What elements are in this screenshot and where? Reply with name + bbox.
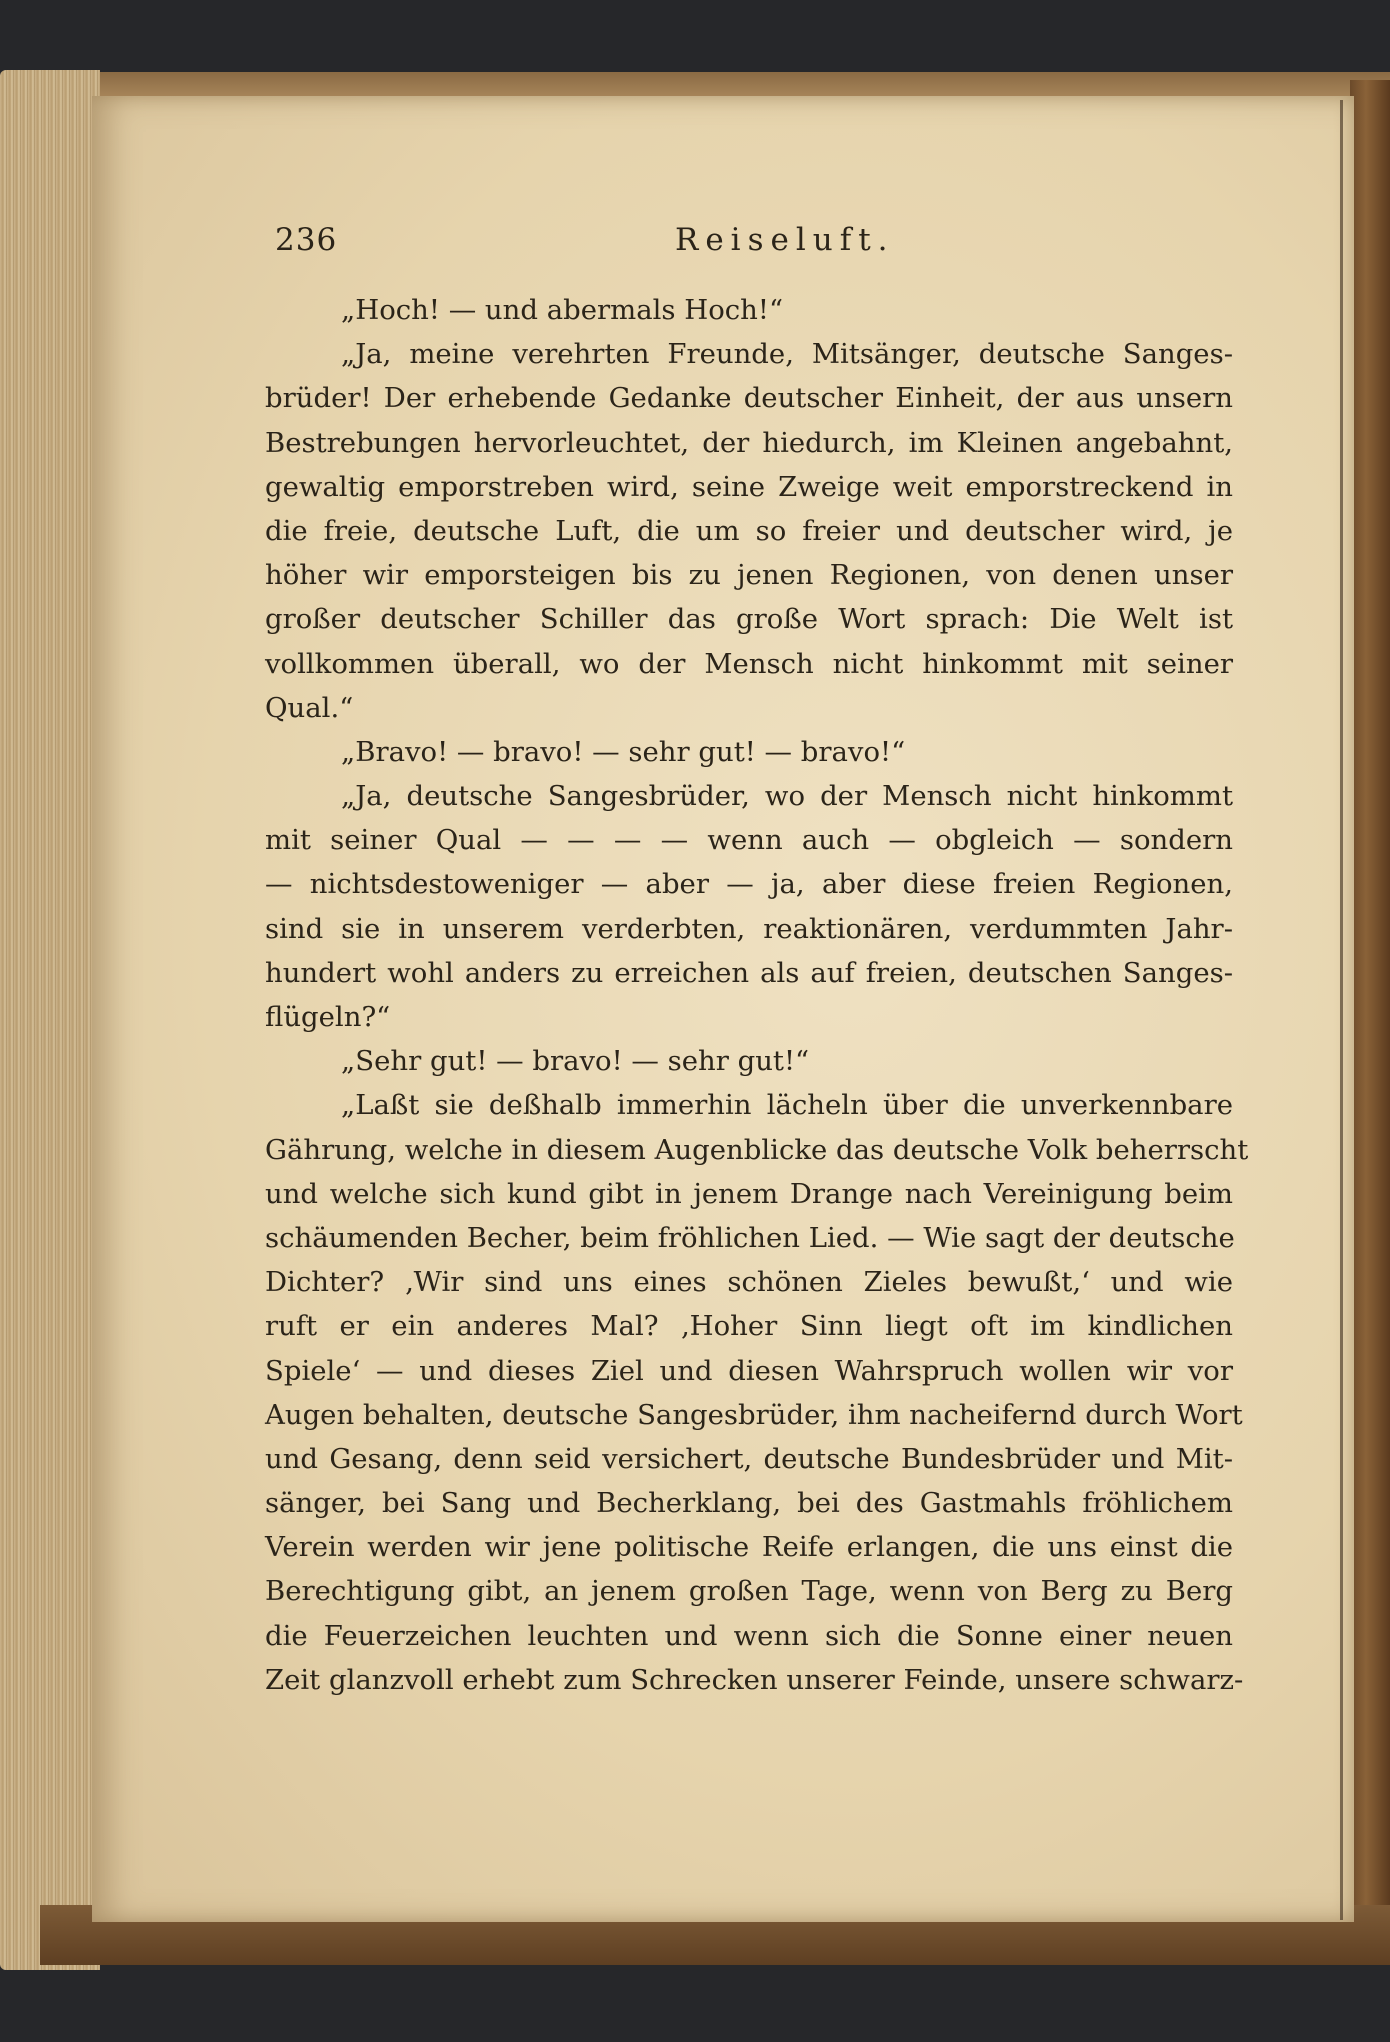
text-line: Bestrebungen hervorleuchtet, der hiedurch, im Kleinen angebahnt,	[265, 426, 1233, 459]
text-line: höher wir emporsteigen bis zu jenen Regionen, von denen unser	[265, 559, 1233, 592]
text-line: „Laßt sie deßhalb immerhin lächeln über die unverkennbare	[341, 1089, 1233, 1122]
text-line: schäumenden Becher, beim fröhlichen Lied. — Wie sagt der deutsche	[265, 1221, 1235, 1254]
page-stack-edge	[0, 70, 100, 1970]
text-line: Zeit glanzvoll erhebt zum Schrecken unserer Feinde, unsere schwarz-	[265, 1663, 1244, 1696]
text-line: flügeln?“	[265, 1001, 391, 1033]
text-line: sind sie in unserem verderbten, reaktionären, verdummten Jahr-	[265, 912, 1233, 945]
body-text	[265, 288, 1249, 1702]
text-line: Augen behalten, deutsche Sangesbrüder, ihm nacheifernd durch Wort	[265, 1398, 1243, 1431]
text-line: „Ja, deutsche Sangesbrüder, wo der Mensch nicht hinkommt	[341, 780, 1233, 813]
text-line: Dichter? ‚Wir sind uns eines schönen Zieles bewußt,‘ und wie	[265, 1266, 1233, 1299]
text-line: Gährung, welche in diesem Augenblicke das deutsche Volk beherrscht	[265, 1133, 1249, 1166]
text-line: die freie, deutsche Luft, die um so freier und deutscher wird, je	[265, 514, 1233, 547]
text-line: mit seiner Qual — — — — wenn auch — obgleich — sondern	[265, 824, 1233, 857]
text-line: „Bravo! — bravo! — sehr gut! — bravo!“	[341, 735, 906, 768]
text-line: Verein werden wir jene politische Reife erlangen, die uns einst die	[265, 1531, 1233, 1564]
text-line: gewaltig emporstreben wird, seine Zweige weit emporstreckend in	[265, 470, 1233, 503]
text-line: „Sehr gut! — bravo! — sehr gut!“	[341, 1045, 810, 1078]
running-head: Reiseluft.	[675, 222, 895, 258]
text-line: „Hoch! — und abermals Hoch!“	[341, 294, 784, 326]
book-cover-right-edge	[1350, 80, 1390, 1950]
text-line: Spiele‘ — und dieses Ziel und diesen Wahrspruch wollen wir vor	[265, 1354, 1233, 1387]
text-line: die Feuerzeichen leuchten und wenn sich die Sonne einer neuen	[265, 1619, 1233, 1652]
text-line: hundert wohl anders zu erreichen als auf freien, deutschen Sanges-	[265, 956, 1233, 989]
text-line: vollkommen überall, wo der Mensch nicht hinkommt mit seiner	[265, 647, 1233, 680]
text-line: sänger, bei Sang und Becherklang, bei des Gastmahls fröhlichem	[265, 1487, 1233, 1520]
text-line: „Ja, meine verehrten Freunde, Mitsänger, deutsche Sanges-	[341, 338, 1233, 371]
page-edge-shadow	[1340, 100, 1343, 1920]
text-line: und welche sich kund gibt in jenem Drange nach Vereinigung beim	[265, 1177, 1233, 1210]
text-line: großer deutscher Schiller das große Wort sprach: Die Welt ist	[265, 603, 1233, 636]
text-line: — nichtsdestoweniger — aber — ja, aber diese freien Regionen,	[265, 868, 1233, 901]
text-line: ruft er ein anderes Mal? ‚Hoher Sinn liegt oft im kindlichen	[265, 1310, 1233, 1343]
page-number: 236	[275, 222, 338, 258]
text-line: und Gesang, denn seid versichert, deutsche Bundesbrüder und Mit-	[265, 1442, 1233, 1475]
text-line: brüder! Der erhebende Gedanke deutscher Einheit, der aus unsern	[265, 382, 1233, 415]
text-line: Qual.“	[265, 691, 354, 724]
page-header	[275, 222, 1235, 262]
text-line: Berechtigung gibt, an jenem großen Tage, wenn von Berg zu Berg	[265, 1575, 1233, 1608]
